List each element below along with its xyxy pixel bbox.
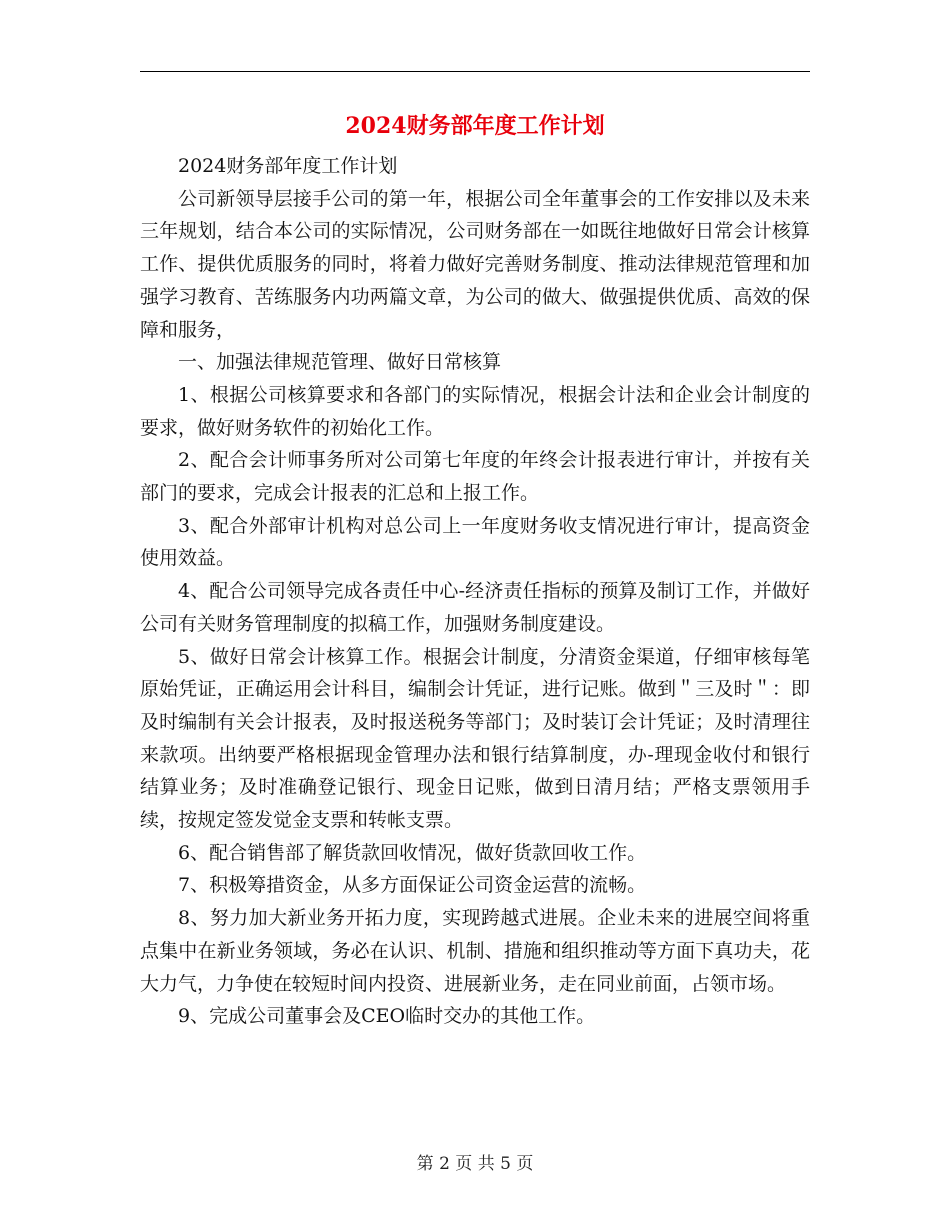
body-paragraph: 2024财务部年度工作计划	[178, 155, 398, 177]
list-item: 7、积极筹措资金，从多方面保证公司资金运营的流畅。	[178, 874, 647, 897]
list-item: 1、根据公司核算要求和各部门的实际情况，根据会计法和企业会计制度的要求，做好财务软件的初始化工作。	[140, 383, 810, 439]
list-item: 6、配合销售部了解货款回收情况，做好货款回收工作。	[178, 841, 647, 864]
list-item: 8、努力加大新业务开拓力度，实现跨越式进展。企业未来的进展空间将重点集中在新业务领域，务必在认识、机制、措施和组织推动等方面下真功夫，花大力气，力争使在较短时间内投资、进展新业务，走在同业前面，占领市场。	[140, 907, 810, 995]
document-title: 2024财务部年度工作计划	[345, 113, 605, 139]
section-heading: 一、加强法律规范管理、做好日常核算	[178, 351, 502, 374]
page-number: 第 2 页 共 5 页	[416, 1154, 534, 1174]
list-item: 9、完成公司董事会及CEO临时交办的其他工作。	[178, 1005, 596, 1028]
body-paragraph: 公司新领导层接手公司的第一年，根据公司全年董事会的工作安排以及未来三年规划，结合本公司的实际情况，公司财务部在一如既往地做好日常会计核算工作、提供优质服务的同时，将着力做好完善财务制度、推动法律规范管理和加强学习教育、苦练服务内功两篇文章，为公司的做大、做强提供优质、高效的保障和服务，	[140, 187, 810, 341]
list-item: 3、配合外部审计机构对总公司上一年度财务收支情况进行审计，提高资金使用效益。	[140, 514, 810, 570]
document-body	[140, 150, 810, 1033]
header-rule	[140, 71, 810, 72]
list-item: 5、做好日常会计核算工作。根据会计制度，分清资金渠道，仔细审核每笔原始凭证，正确运用会计科目，编制会计凭证，进行记账。做到＂三及时＂：即及时编制有关会计报表，及时报送税务等部门；及时装订会计凭证；及时清理往来款项。出纳要严格根据现金管理办法和银行结算制度，办-理现金收付和银行结算业务；及时准确登记银行、现金日记账，做到日清月结；严格支票领用手续，按规定签发觉金支票和转帐支票。	[140, 645, 810, 832]
list-item: 4、配合公司领导完成各责任中心-经济责任指标的预算及制订工作，并做好公司有关财务管理制度的拟稿工作，加强财务制度建设。	[140, 580, 810, 635]
list-item: 2、配合会计师事务所对公司第七年度的年终会计报表进行审计，并按有关部门的要求，完成会计报表的汇总和上报工作。	[140, 449, 810, 505]
